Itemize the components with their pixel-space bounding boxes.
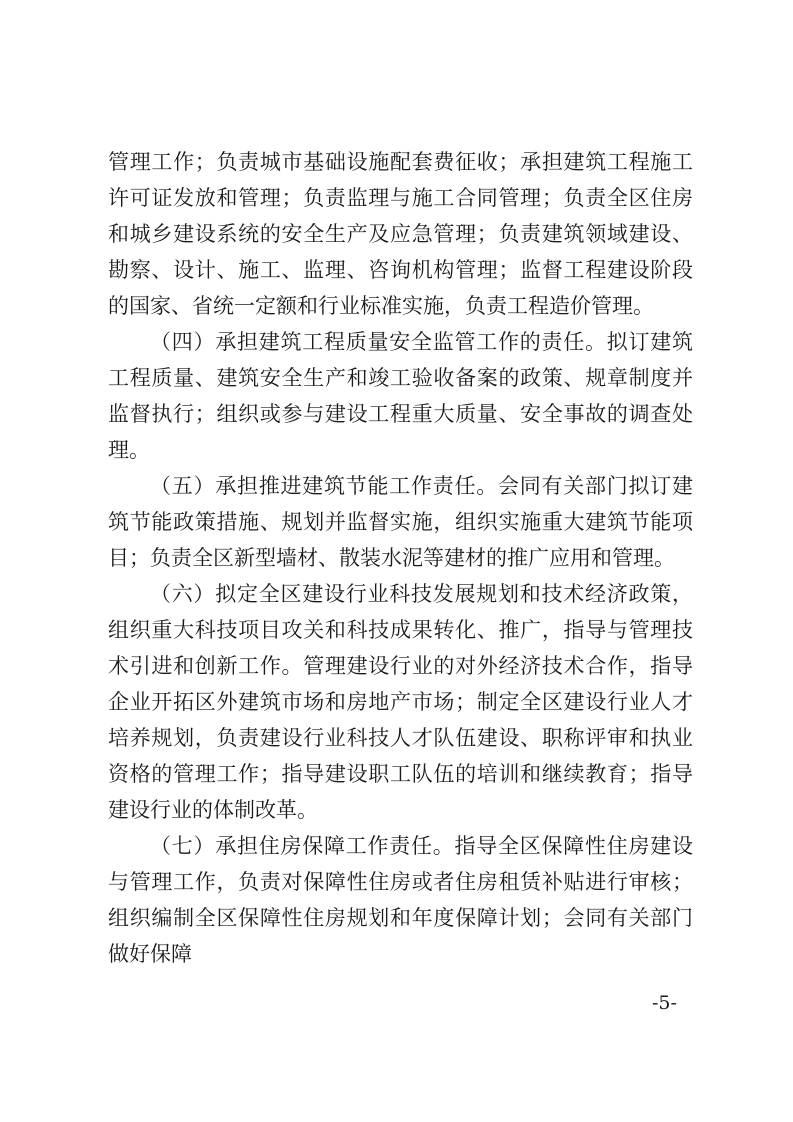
paragraph-item-4: （四）承担建筑工程质量安全监管工作的责任。拟订建筑工程质量、建筑安全生产和竣工验收备案的政策、规章制度并监督执行；组织或参与建设工程重大质量、安全事故的调查处理。 [108,330,693,462]
paragraph-item-5: （五）承担推进建筑节能工作责任。会同有关部门拟订建筑节能政策措施、规划并监督实施，组织实施重大建筑节能项目；负责全区新型墙材、散装水泥等建材的推广应用和管理。 [108,474,693,570]
page-number: -5- [652,992,677,1014]
paragraph-continued: 管理工作；负责城市基础设施配套费征收；承担建筑工程施工许可证发放和管理；负责监理与施工合同管理；负责全区住房和城乡建设系统的安全生产及应急管理；负责建筑领域建设、勘察、设计、施工、监理、咨询机构管理；监督工程建设阶段的国家、省统一定额和行业标准实施，负责工程造价管理。 [108,150,693,318]
paragraph-item-6: （六）拟定全区建设行业科技发展规划和技术经济政策，组织重大科技项目攻关和科技成果转化、推广，指导与管理技术引进和创新工作。管理建设行业的对外经济技术合作，指导企业开拓区外建筑市场和房地产市场；制定全区建设行业人才培养规划，负责建设行业科技人才队伍建设、职称评审和执业资格的管理工作；指导建设职工队伍的培训和继续教育；指导建设行业的体制改革。 [108,582,693,822]
body-text [108,144,693,972]
paragraph-item-7: （七）承担住房保障工作责任。指导全区保障性住房建设与管理工作，负责对保障性住房或者住房租赁补贴进行审核；组织编制全区保障性住房规划和年度保障计划；会同有关部门做好保障 [108,834,693,966]
